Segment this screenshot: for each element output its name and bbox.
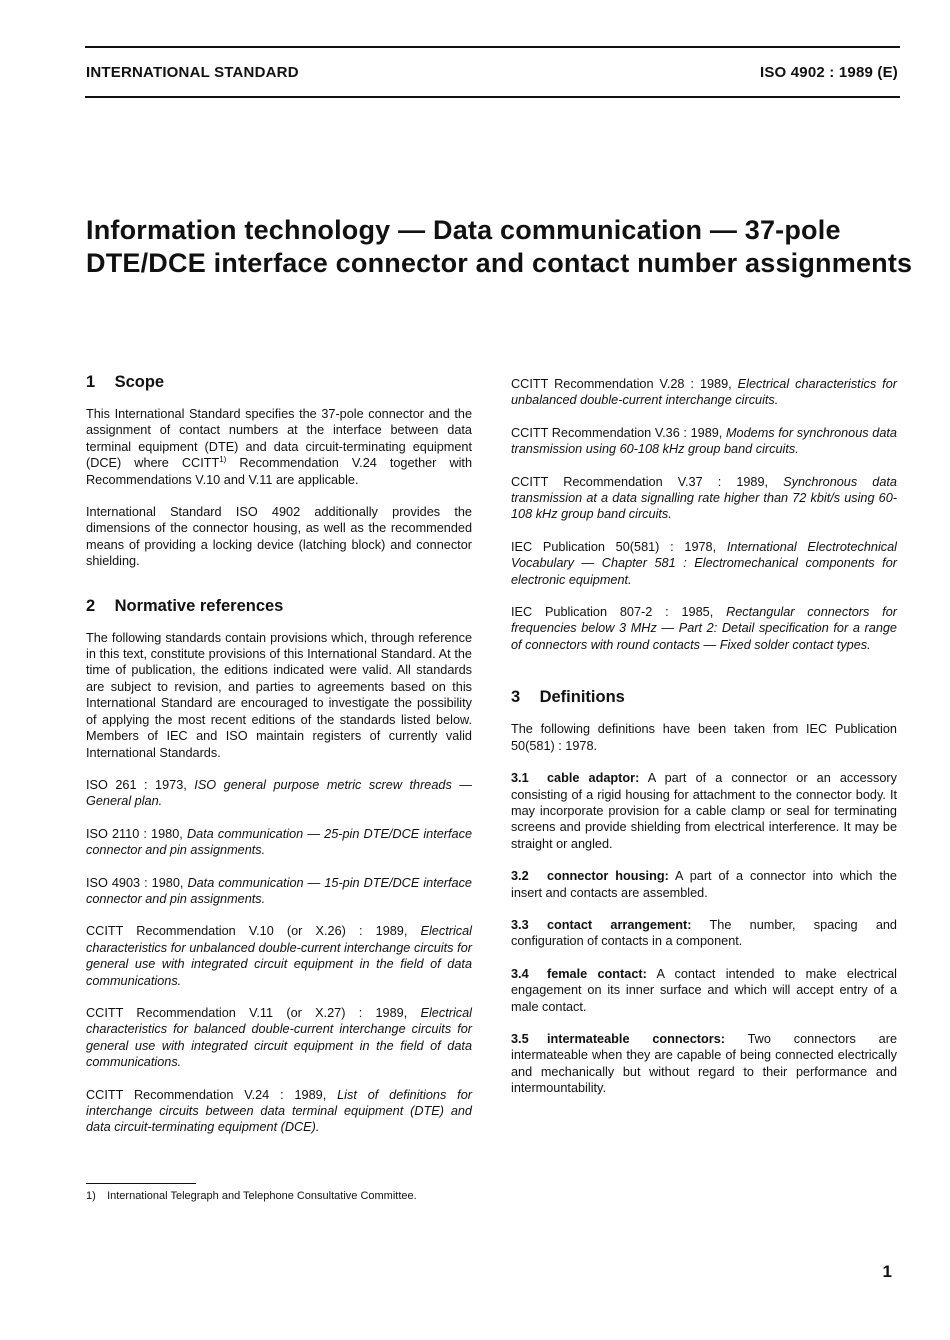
normative-intro: The following standards contain provisions which, through reference in this text, constitute provisions of this International Standard. At the time of publication, the editions indicated were valid. All standards are subject to revision, and parties to agreements based on this International Standard are encouraged to investigate the possibility of applying the most recent editions of the standards listed below. Members of IEC and ISO maintain registers of currently valid International Standards. <box>86 630 472 760</box>
reference-item <box>511 604 897 653</box>
section-heading-normative-references <box>86 596 472 616</box>
header-rule <box>85 96 900 98</box>
reference-title: List of definitions for interchange circuits between data terminal equipment (DTE) and data circuit-terminating equipment (DCE). <box>86 1087 472 1135</box>
reference-item <box>86 1087 472 1136</box>
section-title: Definitions <box>539 688 625 707</box>
reference-title: Synchronous data transmission at a data signalling rate higher than 72 kbit/s using 60-108 kHz group band circuits. <box>511 474 897 522</box>
left-column <box>86 372 472 1152</box>
definition-term: intermateable connectors: <box>547 1031 725 1046</box>
definition-term: cable adaptor: <box>547 771 640 786</box>
right-column <box>511 376 897 1113</box>
section-heading-definitions <box>511 687 897 707</box>
definition-term: contact arrangement: <box>547 917 692 932</box>
section-number: 3 <box>511 688 521 707</box>
document-title: Information technology — Data communication — 37-pole DTE/DCE interface connector and contact number assignments <box>86 215 913 278</box>
scope-paragraph-1 <box>86 406 472 488</box>
header-document-id: ISO 4902 : 1989 (E) <box>759 64 898 81</box>
reference-item <box>86 777 472 810</box>
definition-text: Two connectors are intermateable when they are capable of being connected electrically and mechanically but without regard to their performance and intermountability. <box>511 1031 898 1096</box>
reference-id: IEC Publication 50(581) : 1978, <box>511 539 727 554</box>
definition-number: 3.1 <box>511 771 529 786</box>
definition-number: 3.3 <box>511 917 529 932</box>
footnote-rule <box>86 1183 196 1184</box>
footnote-mark: 1) <box>86 1190 96 1202</box>
reference-id: IEC Publication 807-2 : 1985, <box>511 605 727 620</box>
definitions-intro: The following definitions have been taken from IEC Publication 50(581) : 1978. <box>511 722 897 753</box>
reference-id: CCITT Recommendation V.11 (or X.27) : 1989, <box>86 1005 421 1020</box>
reference-id: CCITT Recommendation V.24 : 1989, <box>86 1087 338 1102</box>
definition-number: 3.5 <box>511 1031 529 1046</box>
section-heading-scope <box>86 372 472 392</box>
reference-id: ISO 4903 : 1980, <box>86 875 188 890</box>
definition-item <box>511 966 897 1015</box>
reference-id: CCITT Recommendation V.10 (or X.26) : 1989, <box>86 924 421 939</box>
footnote-ref: 1) <box>219 454 227 464</box>
reference-id: ISO 2110 : 1980, <box>86 826 187 841</box>
reference-item <box>511 539 897 588</box>
reference-title: Rectangular connectors for frequencies below 3 MHz — Part 2: Detail specification for a range of connectors with round contacts — Fixed solder contact types. <box>511 605 897 652</box>
reference-item <box>511 425 897 458</box>
definition-text: The number, spacing and configuration of contacts in a component. <box>511 917 897 949</box>
reference-title: Modems for synchronous data transmission using 60-108 kHz group band circuits. <box>511 425 897 457</box>
reference-title: Data communication — 25-pin DTE/DCE interface connector and pin assignments. <box>86 826 473 858</box>
reference-title: Electrical characteristics for balanced double-current interchange circuits for general use with integrated circuit equipment in the field of data communications. <box>86 1005 472 1070</box>
page-number: 1 <box>882 1262 892 1281</box>
reference-id: CCITT Recommendation V.36 : 1989, <box>511 425 726 440</box>
footnote-text: International Telegraph and Telephone Consultative Committee. <box>107 1190 417 1202</box>
section-title: Scope <box>114 373 165 391</box>
reference-title: International Electrotechnical Vocabulary — Chapter 581 : Electromechanical components for electronic equipment. <box>511 539 897 587</box>
section-title: Normative references <box>114 596 284 615</box>
definition-item <box>511 770 897 852</box>
section-number: 2 <box>86 596 96 615</box>
reference-item <box>511 474 897 523</box>
section-number: 1 <box>86 373 96 391</box>
reference-title: ISO general purpose metric screw threads — General plan. <box>86 777 472 809</box>
definition-text: A part of a connector or an accessory consisting of a rigid housing for attachment to the connector body. It may incorporate provision for a cable clamp or seal for terminating screens and provide shielding from electrical interference. It may be straight or angled. <box>511 771 897 851</box>
reference-id: CCITT Recommendation V.37 : 1989, <box>511 474 784 489</box>
definition-text: A part of a connector into which the insert and contacts are assembled. <box>511 869 897 900</box>
reference-item <box>86 1005 472 1071</box>
definition-item <box>511 917 897 950</box>
reference-title: Electrical characteristics for unbalanced double-current interchange circuits. <box>511 377 897 408</box>
reference-item <box>86 826 472 859</box>
reference-item <box>86 875 472 908</box>
footnote <box>86 1190 417 1202</box>
definition-text: A contact intended to make electrical engagement on its inner surface and which will accept entry of a male contact. <box>511 966 897 1014</box>
reference-id: CCITT Recommendation V.28 : 1989, <box>511 377 738 391</box>
top-rule <box>85 46 900 48</box>
definition-item <box>511 1031 897 1097</box>
scope-text: This International Standard specifies the 37-pole connector and the assignment of contact numbers at the interface between data terminal equipment (DTE) and data circuit-terminating equipment (DCE) where CCITT <box>86 407 472 471</box>
definition-number: 3.4 <box>511 966 529 981</box>
scope-text: Recommendation V.24 together with Recommendations V.10 and V.11 are applicable. <box>86 456 473 487</box>
definition-item <box>511 868 897 901</box>
reference-title: Electrical characteristics for unbalanced double-current interchange circuits for general use with integrated circuit equipment in the field of data communications. <box>86 924 472 988</box>
definition-number: 3.2 <box>511 869 529 884</box>
scope-paragraph-2: International Standard ISO 4902 additionally provides the dimensions of the connector housing, as well as the recommended means of providing a locking device (latching block) and connector shielding. <box>86 505 472 569</box>
reference-id: ISO 261 : 1973, <box>86 777 195 792</box>
reference-item <box>511 376 897 409</box>
definition-term: connector housing: <box>547 869 669 884</box>
reference-title: Data communication — 15-pin DTE/DCE interface connector and pin assignments. <box>86 875 472 906</box>
header-standard-type: INTERNATIONAL STANDARD <box>86 64 299 81</box>
definition-term: female contact: <box>547 966 647 981</box>
reference-item <box>86 923 472 989</box>
